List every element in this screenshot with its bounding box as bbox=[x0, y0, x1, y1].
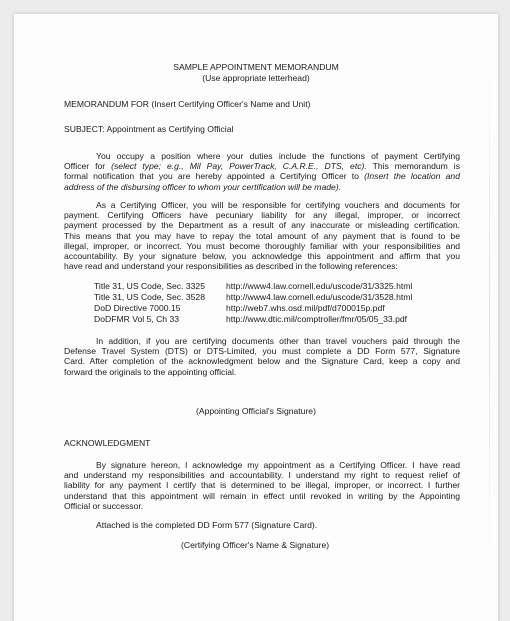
paragraph-line: liability for any payment I certify that is determined to be illegal, improper, or incorrect. I further bbox=[64, 480, 460, 491]
paragraph-line: You occupy a position where your duties include the functions of payment Certifying bbox=[96, 151, 460, 161]
paragraph-line: illegal, improper, or incorrect. You must become thoroughly familiar with your responsibilities and bbox=[64, 240, 460, 251]
document-subtitle: (Use appropriate letterhead) bbox=[202, 73, 310, 83]
reference-link[interactable]: http://web7.whs.osd.mil/pdf/d700015p.pdf bbox=[226, 303, 385, 313]
paragraph-line: payment. Certifying Officers have pecuniary liability for any illegal, improper, or incorrect bbox=[64, 210, 460, 221]
paragraph-line: By signature hereon, I acknowledge my appointment as a Certifying Officer. I have read bbox=[96, 460, 460, 470]
paragraph-line bbox=[64, 171, 460, 181]
paragraph-line: Defense Travel System (DTS) or DTS-Limited, you must complete a DD Form 577, Signature bbox=[64, 346, 460, 357]
text-run: formal notification that you are hereby appointed a Certifying Officer to bbox=[64, 171, 365, 182]
reference-row bbox=[94, 281, 412, 291]
reference-row bbox=[94, 292, 412, 302]
paragraph-responsibilities bbox=[64, 200, 460, 271]
scan-edge-shadow bbox=[489, 54, 490, 574]
memorandum-page bbox=[14, 14, 498, 621]
paragraph-line: Official or successor. bbox=[64, 500, 144, 511]
italic-placeholder: (select type; e.g., Mil Pay, PowerTrack, C.A.R.E., DTS, etc). bbox=[111, 161, 367, 172]
acknowledgment-heading: ACKNOWLEDGMENT bbox=[64, 438, 151, 448]
paragraph-line: This means that you may have to repay the total amount of any payment that is found to be bbox=[64, 230, 460, 241]
reference-row bbox=[94, 314, 407, 324]
certifying-officer-signature: (Certifying Officer's Name & Signature) bbox=[181, 540, 330, 550]
paragraph-line: payment processed by the Department as a result of any inaccurate or misleading certification. bbox=[64, 220, 460, 231]
reference-title: Title 31, US Code, Sec. 3528 bbox=[94, 292, 205, 302]
text-run: This memorandum is bbox=[366, 161, 460, 172]
paragraph-line bbox=[64, 182, 460, 192]
reference-title: Title 31, US Code, Sec. 3325 bbox=[94, 281, 205, 291]
memorandum-for-line: MEMORANDUM FOR (Insert Certifying Officer's Name and Unit) bbox=[64, 99, 311, 109]
reference-link[interactable]: http://www4.law.cornell.edu/uscode/31/3528.html bbox=[226, 292, 413, 302]
italic-placeholder: address of the disbursing officer to whom your certification will be made). bbox=[64, 181, 342, 192]
paragraph-duties bbox=[64, 151, 460, 192]
paragraph-line: As a Certifying Officer, you will be responsible for certifying vouchers and documents for bbox=[96, 200, 460, 210]
italic-placeholder: (Insert the location and bbox=[364, 171, 460, 182]
paragraph-line bbox=[64, 161, 460, 171]
reference-link[interactable]: http://www4.law.cornell.edu/uscode/31/3325.html bbox=[226, 281, 413, 291]
subject-line: SUBJECT: Appointment as Certifying Official bbox=[64, 124, 234, 134]
paragraph-line: understand that this appointment will remain in effect until revoked in writing by the Appointing bbox=[64, 490, 460, 501]
paragraph-line: and understand my responsibilities and accountability. I understand my right to request relief of bbox=[64, 470, 460, 481]
reference-title: DoD Directive 7000.15 bbox=[94, 303, 181, 313]
reference-link[interactable]: http://www.dtic.mil/comptroller/fmr/05/05_33.pdf bbox=[226, 314, 408, 324]
paragraph-line: In addition, if you are certifying documents other than travel vouchers paid through the bbox=[96, 336, 460, 346]
reference-title: DoDFMR Vol 5, Ch 33 bbox=[94, 314, 180, 324]
document-title: SAMPLE APPOINTMENT MEMORANDUM bbox=[173, 62, 339, 72]
paragraph-line: have read and understand your responsibilities as described in the following references: bbox=[64, 261, 398, 272]
reference-row bbox=[94, 303, 385, 313]
paragraph-line: Card. After completion of the acknowledgment below and the Signature Card, keep a copy and bbox=[64, 356, 460, 367]
paragraph-line: forward the originals to the appointing official. bbox=[64, 366, 237, 377]
appointing-official-signature: (Appointing Official's Signature) bbox=[196, 406, 316, 416]
text-run: Officer for bbox=[64, 161, 112, 172]
paragraph-line: accountability. By your signature below, you acknowledge this appointment and affirm that you bbox=[64, 251, 460, 262]
paragraph-dd-form bbox=[64, 336, 460, 377]
paragraph-acknowledgment bbox=[64, 460, 460, 511]
attached-form-note: Attached is the completed DD Form 577 (Signature Card). bbox=[96, 520, 318, 530]
